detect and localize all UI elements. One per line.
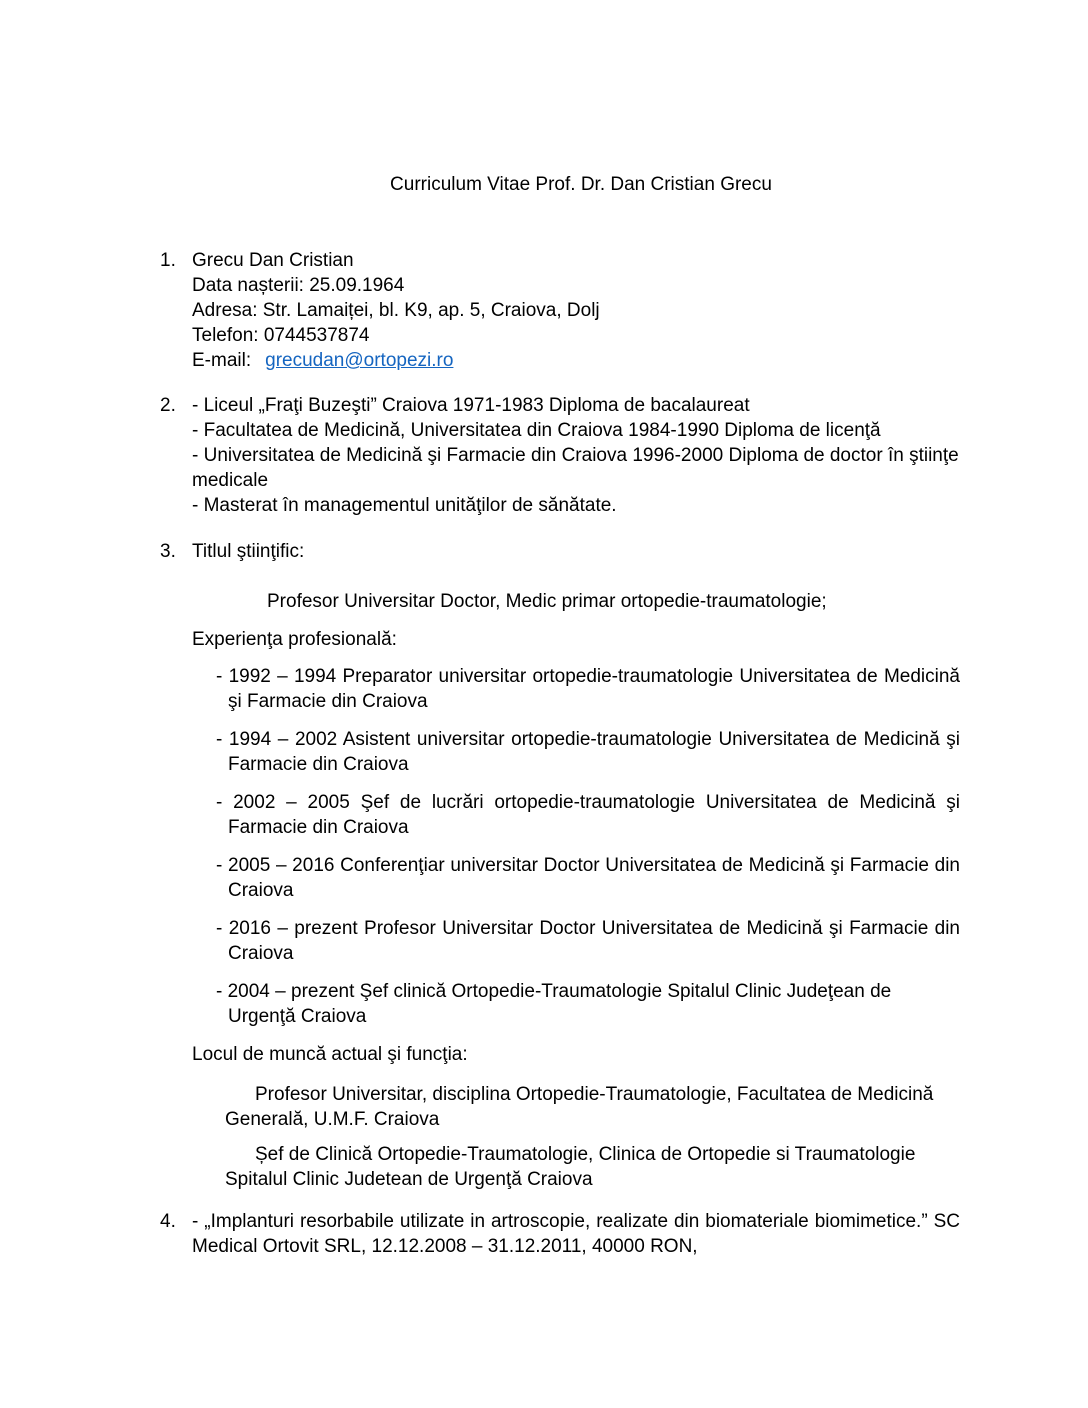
current-position-item: Profesor Universitar, disciplina Ortopedie-Traumatologie, Facultatea de Medicină Generală, U.M.F. Craiova (225, 1084, 934, 1130)
phone-line: Telefon: 0744537874 (192, 325, 370, 346)
experience-item: - 1994 – 2002 Asistent universitar ortopedie-traumatologie Universitatea de Medicină şi Farmacie din Craiova (216, 729, 960, 775)
email-link[interactable]: grecudan@ortopezi.ro (265, 350, 454, 371)
section-1-content (192, 248, 960, 373)
grant-item: - „Implanturi resorbabile utilizate in artroscopie, realizate din biomateriale biomimetice.” SC Medical Ortovit SRL, 12.12.2008 – 31.12.2011, 40000 RON, (192, 1211, 960, 1257)
experience-item: - 2005 – 2016 Conferenţiar universitar Doctor Universitatea de Medicină şi Farmacie din Craiova (216, 855, 960, 901)
section-1-number: 1. (160, 250, 176, 271)
email-line (192, 348, 960, 373)
experience-list (192, 664, 960, 1029)
education-line: - Liceul „Fraţi Buzeşti” Craiova 1971-1983 Diploma de bacalaureat (192, 395, 750, 416)
education-line: - Universitatea de Medicină şi Farmacie din Craiova 1996-2000 Diploma de doctor în ştiinţe medicale (192, 445, 959, 491)
address-line: Adresa: Str. Lamaiței, bl. K9, ap. 5, Craiova, Dolj (192, 300, 600, 321)
experience-item: - 2004 – prezent Şef clinică Ortopedie-Traumatologie Spitalul Clinic Judeţean de Urgenţă Craiova (216, 981, 892, 1027)
experience-item: - 2016 – prezent Profesor Universitar Doctor Universitatea de Medicină şi Farmacie din Craiova (216, 918, 960, 964)
experience-item: - 2002 – 2005 Şef de lucrări ortopedie-traumatologie Universitatea de Medicină şi Farmacie din Craiova (216, 792, 960, 838)
current-position-item: Șef de Clinică Ortopedie-Traumatologie, Clinica de Ortopedie si Traumatologie Spitalul Clinic Judetean de Urgenţă Craiova (225, 1144, 916, 1190)
section-3-content (192, 539, 960, 1192)
experience-heading: Experienţa profesională: (192, 629, 397, 650)
section-3-number: 3. (160, 541, 176, 562)
document-body (160, 172, 960, 1259)
scientific-title-line: Profesor Universitar Doctor, Medic primar ortopedie-traumatologie; (267, 591, 827, 612)
section-scientific-title (160, 539, 960, 1192)
section-2-number: 2. (160, 395, 176, 416)
section-4-number: 4. (160, 1211, 176, 1232)
current-position-heading: Locul de muncă actual şi funcţia: (192, 1044, 468, 1065)
section-education (160, 393, 960, 518)
section-personal-info (160, 248, 960, 373)
section-4-content (192, 1209, 960, 1259)
name-line: Grecu Dan Cristian (192, 250, 354, 271)
email-label: E-mail: (192, 350, 252, 371)
education-line: - Masterat în managementul unităţilor de sănătate. (192, 495, 617, 516)
section-2-content (192, 393, 960, 518)
education-line: - Facultatea de Medicină, Universitatea din Craiova 1984-1990 Diploma de licenţă (192, 420, 881, 441)
scientific-title-heading: Titlul ştiinţific: (192, 541, 305, 562)
birth-date-line: Data nașterii: 25.09.1964 (192, 275, 405, 296)
document-title: Curriculum Vitae Prof. Dr. Dan Cristian Grecu (390, 174, 772, 195)
section-grants (160, 1209, 960, 1259)
experience-item: - 1992 – 1994 Preparator universitar ortopedie-traumatologie Universitatea de Medicină şi Farmacie din Craiova (216, 666, 960, 712)
